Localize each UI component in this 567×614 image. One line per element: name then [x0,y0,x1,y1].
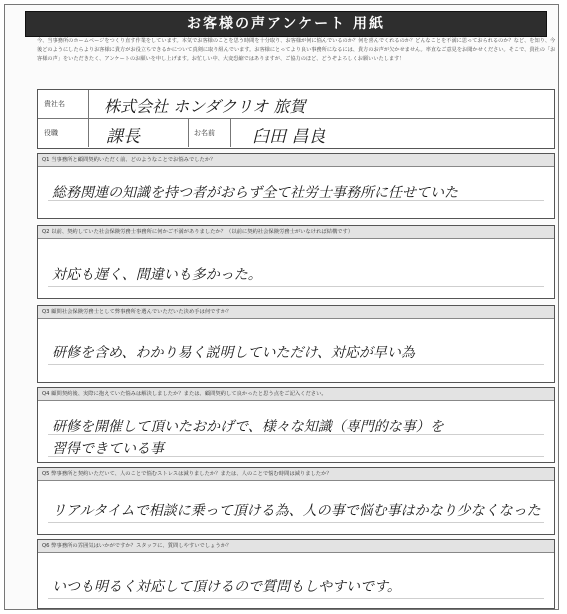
survey-sheet [4,4,559,610]
question-5 [37,467,555,535]
name-value[interactable]: 臼田 昌良 [252,127,326,147]
answer-line: いつも明るく対応して頂けるので質問もしやすいです。 [52,579,401,595]
company-label: 貴社名 [44,100,65,108]
question-label: Q5 弊事務所と契約いただいて、人のことで悩むストレスは減りましたか？または、人のことで悩む時間は減りましたか？ [38,468,554,481]
cell-divider [88,90,89,118]
answer-line: 習得できている事 [52,441,164,457]
answer-line: 総務関連の知識を持つ者がおらず全て社労士事務所に任せていた [52,185,458,201]
question-1 [37,153,555,219]
answer-line: 研修を含め、わかり易く説明していただけ、対応が早い為 [52,345,415,361]
answer-line: 研修を開催して頂いたおかげで、様々な知識（専門的な事）を [52,419,444,435]
company-row [38,90,554,119]
cell-divider [88,119,89,147]
form-title: お客様の声アンケート 用紙 [25,11,547,37]
question-4 [37,387,555,463]
intro-text: 今、当事務所のホームページをつくり直す作業をしています。本気でお客様のことを思う時間を十分取り、お客様が何に悩んでいるのか？何を喜んでくれるのか？どんなことを不満に思っておられるのか？など、を知り、今後どのようにしたらよりお客様に貴方がお役立ちできるかについて真剣に取り組んでいます。お客様にとってより良い事務所になるには、貴方のお声が欠かせません。率直なご意見をお聞かせください。そこで、貴社の「お客様の声」をいただきたく、アンケートのお願いを申し上げます。お忙しい中、大変恐縮ではありますが、ご協力のほど、どうぞよろしくお願いいたします！ [37,38,556,62]
question-2 [37,225,555,299]
cell-divider [230,119,231,147]
answer-line: リアルタイムで相談に乗って頂ける為、人の事で悩む事はかなり少なくなった [52,503,541,519]
name-label: お名前 [194,129,215,137]
question-label: Q1 当事務所と顧問契約いただく前、どのようなことでお悩みでしたか？ [38,154,554,167]
question-label: Q6 弊事務所の雰囲気はいかがですか？スタッフに、質問しやすいでしょうか？ [38,540,554,553]
answer-line: 対応も遅く、間違いも多かった。 [52,267,262,283]
company-value[interactable]: 株式会社 ホンダクリオ 旅賀 [104,97,306,116]
question-6 [37,539,555,609]
info-box [37,89,555,149]
name-row [38,119,554,147]
position-value[interactable]: 課長 [106,127,140,147]
question-label: Q3 顧問社会保険労務士として弊事務所を選んでいただいた決め手は何ですか？ [38,306,554,319]
cell-divider [188,119,189,147]
position-label: 役職 [44,129,58,137]
question-label: Q4 顧問契約後、実際に抱えていた悩みは解決しましたか？または、顧問契約して良かったと思う点をご記入ください。 [38,388,554,401]
question-3 [37,305,555,383]
question-label: Q2 以前、契約していた社会保険労務士事務所に何かご不満がありましたか？（以前に契約社会保険労務士がいなければ結構です） [38,226,554,239]
